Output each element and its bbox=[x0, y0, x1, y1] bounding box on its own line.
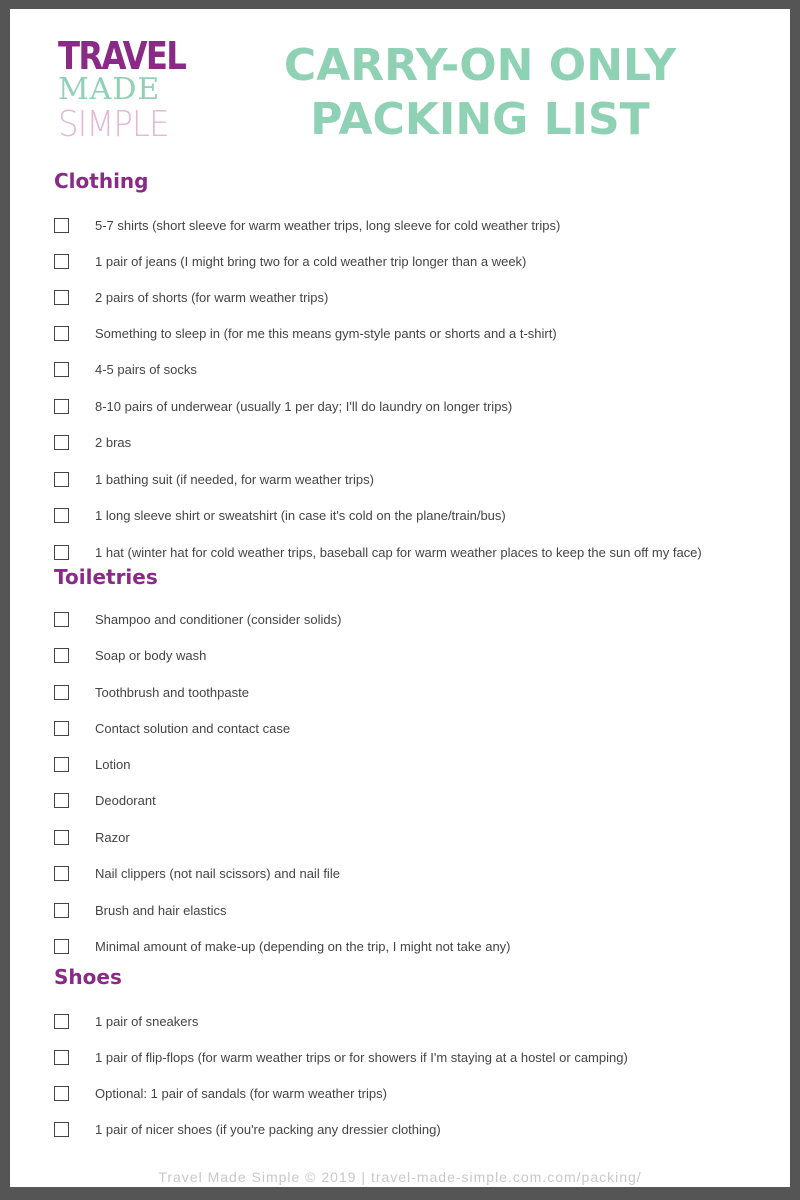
checklist-item-label: Minimal amount of make-up (depending on the trip, I might not take any) bbox=[95, 938, 511, 954]
checklist-item-label: Deodorant bbox=[95, 792, 156, 808]
section-heading-shoes: Shoes bbox=[54, 965, 122, 989]
checklist-item-label: Contact solution and contact case bbox=[95, 720, 291, 736]
checkbox[interactable] bbox=[54, 830, 69, 845]
checklist-item-label: Optional: 1 pair of sandals (for warm weather trips) bbox=[95, 1085, 387, 1101]
checkbox[interactable] bbox=[54, 290, 69, 305]
checklist-item[interactable] bbox=[54, 827, 130, 847]
checklist-item-label: 1 pair of jeans (I might bring two for a cold weather trip longer than a week) bbox=[95, 253, 527, 269]
checkbox[interactable] bbox=[54, 399, 69, 414]
checklist-item-label: 1 long sleeve shirt or sweatshirt (in case it's cold on the plane/train/bus) bbox=[95, 507, 506, 523]
checklist-item-label: Lotion bbox=[95, 756, 131, 772]
logo-line-travel: TRAVEL bbox=[58, 34, 186, 78]
checklist-item-label: Shampoo and conditioner (consider solids) bbox=[95, 611, 342, 627]
checklist-item[interactable] bbox=[54, 645, 206, 665]
checkbox[interactable] bbox=[54, 1014, 69, 1029]
checkbox[interactable] bbox=[54, 648, 69, 663]
checklist-item-label: Toothbrush and toothpaste bbox=[95, 684, 249, 700]
packing-list-page bbox=[10, 9, 790, 1187]
checklist-item-label: 1 pair of nicer shoes (if you're packing any dressier clothing) bbox=[95, 1121, 441, 1137]
checklist-item[interactable] bbox=[54, 323, 557, 343]
checklist-item[interactable] bbox=[54, 1083, 387, 1103]
checkbox[interactable] bbox=[54, 1086, 69, 1101]
checkbox[interactable] bbox=[54, 362, 69, 377]
checkbox[interactable] bbox=[54, 866, 69, 881]
section-heading-clothing: Clothing bbox=[54, 169, 149, 193]
checklist-item[interactable] bbox=[54, 790, 156, 810]
checklist-item[interactable] bbox=[54, 215, 560, 235]
checklist-item[interactable] bbox=[54, 251, 526, 271]
checklist-item[interactable] bbox=[54, 863, 340, 883]
checkbox[interactable] bbox=[54, 326, 69, 341]
checklist-item-label: Something to sleep in (for me this means gym-style pants or shorts and a t-shirt) bbox=[95, 325, 557, 341]
section-heading-toiletries: Toiletries bbox=[54, 565, 158, 589]
checkbox[interactable] bbox=[54, 1122, 69, 1137]
checklist-item[interactable] bbox=[54, 359, 197, 379]
checklist-item-label: Nail clippers (not nail scissors) and nail file bbox=[95, 865, 340, 881]
checklist-item[interactable] bbox=[54, 287, 328, 307]
checklist-item[interactable] bbox=[54, 1119, 441, 1139]
logo-line-simple: SIMPLE bbox=[58, 104, 169, 145]
checklist-item-label: 2 pairs of shorts (for warm weather trips) bbox=[95, 289, 329, 305]
checklist-item-label: 8-10 pairs of underwear (usually 1 per day; I'll do laundry on longer trips) bbox=[95, 398, 513, 414]
checklist-item[interactable] bbox=[54, 469, 374, 489]
checklist-item[interactable] bbox=[54, 396, 512, 416]
checklist-item[interactable] bbox=[54, 432, 131, 452]
checklist-item[interactable] bbox=[54, 936, 511, 956]
checklist-item-label: Soap or body wash bbox=[95, 647, 207, 663]
checklist-item-label: 1 hat (winter hat for cold weather trips, baseball cap for warm weather places to keep the sun off my face) bbox=[95, 544, 702, 560]
checklist-item-label: 1 bathing suit (if needed, for warm weather trips) bbox=[95, 471, 374, 487]
checklist-item[interactable] bbox=[54, 754, 130, 774]
checkbox[interactable] bbox=[54, 254, 69, 269]
checkbox[interactable] bbox=[54, 545, 69, 560]
checkbox[interactable] bbox=[54, 472, 69, 487]
checkbox[interactable] bbox=[54, 435, 69, 450]
checkbox[interactable] bbox=[54, 508, 69, 523]
checklist-item[interactable] bbox=[54, 718, 290, 738]
checklist-item-label: 1 pair of sneakers bbox=[95, 1013, 199, 1029]
checkbox[interactable] bbox=[54, 218, 69, 233]
checkbox[interactable] bbox=[54, 1050, 69, 1065]
checkbox[interactable] bbox=[54, 685, 69, 700]
checklist-item[interactable] bbox=[54, 1047, 628, 1067]
checklist-item[interactable] bbox=[54, 1011, 198, 1031]
title-line-2: PACKING LIST bbox=[310, 94, 650, 145]
footer-credit: Travel Made Simple © 2019 | travel-made-simple.com.com/packing/ bbox=[158, 1169, 642, 1185]
checklist-item-label: Razor bbox=[95, 829, 130, 845]
checklist-item[interactable] bbox=[54, 505, 506, 525]
checkbox[interactable] bbox=[54, 903, 69, 918]
checklist-item-label: 4-5 pairs of socks bbox=[95, 361, 197, 377]
checkbox[interactable] bbox=[54, 721, 69, 736]
checklist-item[interactable] bbox=[54, 900, 227, 920]
checklist-item[interactable] bbox=[54, 609, 341, 629]
checkbox[interactable] bbox=[54, 757, 69, 772]
checklist-item-label: 1 pair of flip-flops (for warm weather trips or for showers if I'm staying at a hostel or camping) bbox=[95, 1049, 628, 1065]
checkbox[interactable] bbox=[54, 612, 69, 627]
checkbox[interactable] bbox=[54, 793, 69, 808]
page-title bbox=[220, 39, 740, 147]
checklist-item[interactable] bbox=[54, 542, 702, 562]
checklist-item-label: 5-7 shirts (short sleeve for warm weather trips, long sleeve for cold weather trips) bbox=[95, 217, 561, 233]
logo-line-made: MADE bbox=[58, 72, 161, 107]
title-line-1: CARRY-ON ONLY bbox=[283, 40, 677, 91]
checklist-item-label: 2 bras bbox=[95, 434, 132, 450]
checklist-item[interactable] bbox=[54, 682, 249, 702]
checkbox[interactable] bbox=[54, 939, 69, 954]
travel-made-simple-logo bbox=[58, 34, 198, 145]
checklist-item-label: Brush and hair elastics bbox=[95, 902, 227, 918]
